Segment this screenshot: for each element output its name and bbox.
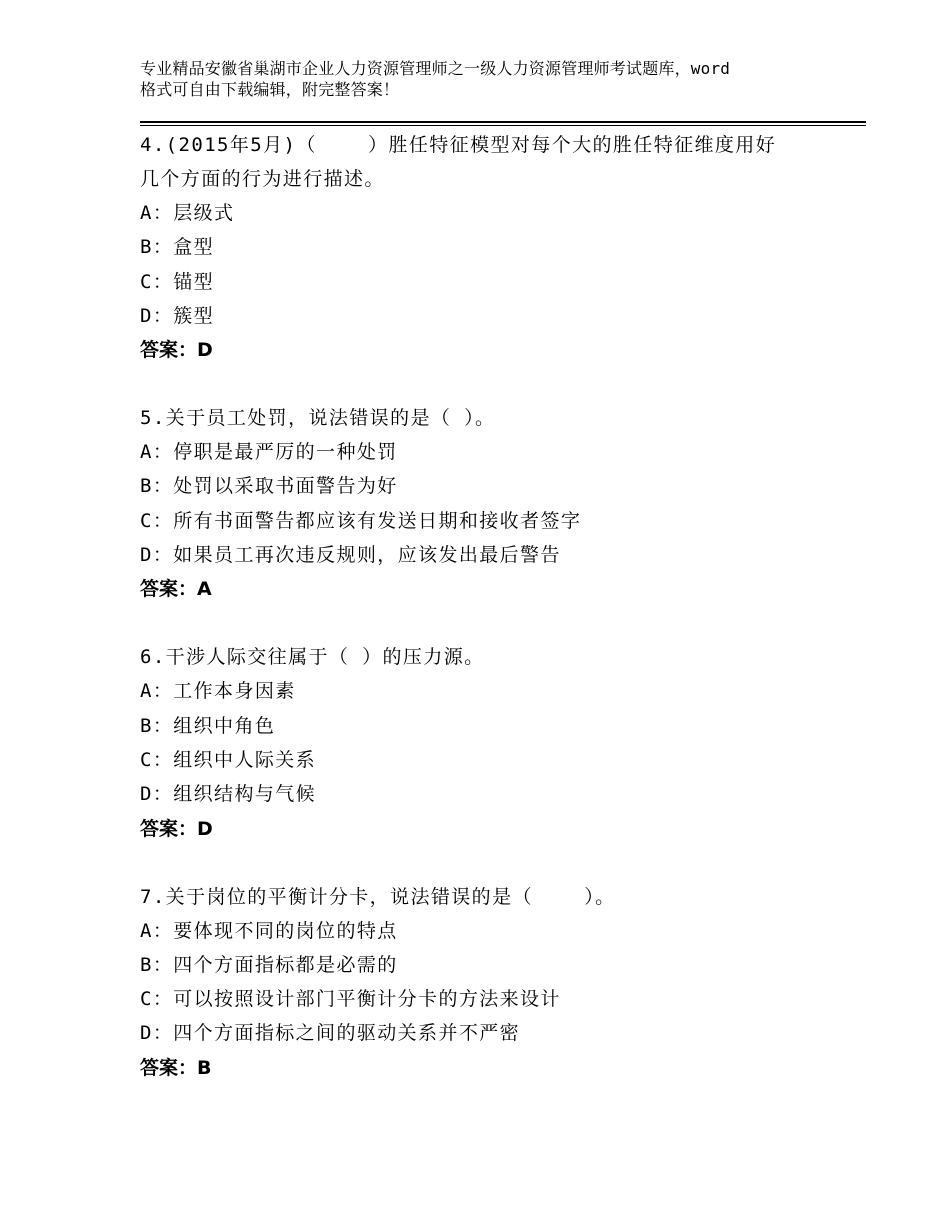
header-line-2: 格式可自由下载编辑，附完整答案！ (140, 80, 400, 99)
option-d: D：簇型 (140, 304, 215, 327)
option-b: B：四个方面指标都是必需的 (140, 953, 398, 976)
document-header (140, 58, 830, 100)
question-spacer (140, 606, 840, 640)
question-4 (140, 128, 840, 367)
option-a: A：层级式 (140, 202, 235, 224)
option-a: A：停职是最严厉的一种处罚 (140, 441, 398, 464)
option-c: C：组织中人际关系 (140, 748, 317, 771)
question-spacer (140, 846, 840, 880)
option-d: D：组织结构与气候 (140, 783, 317, 806)
header-rule-thin (140, 125, 866, 126)
option-a: A：要体现不同的岗位的特点 (140, 919, 398, 942)
option-d: D：四个方面指标之间的驱动关系并不严密 (140, 1022, 521, 1045)
answer: 答案：D (140, 817, 213, 840)
option-d: D：如果员工再次违反规则，应该发出最后警告 (140, 544, 561, 567)
header-rule (140, 121, 866, 123)
question-spacer (140, 367, 840, 401)
question-stem-continued: 几个方面的行为进行描述。 (140, 168, 385, 190)
option-b: B：处罚以采取书面警告为好 (140, 475, 398, 498)
option-c: C：可以按照设计部门平衡计分卡的方法来设计 (140, 988, 561, 1011)
question-list (140, 128, 840, 1085)
option-c: C：所有书面警告都应该有发送日期和接收者签字 (140, 509, 582, 532)
header-line-1: 专业精品安徽省巢湖市企业人力资源管理师之一级人力资源管理师考试题库，word (140, 59, 731, 78)
option-a: A：工作本身因素 (140, 680, 296, 703)
option-b: B：盒型 (140, 236, 215, 259)
answer: 答案：B (140, 1056, 212, 1079)
option-c: C：锚型 (140, 270, 215, 293)
question-6 (140, 640, 840, 845)
question-stem: 4.(2015年5月)（ ）胜任特征模型对每个大的胜任特征维度用好 (140, 134, 777, 156)
question-stem: 7.关于岗位的平衡计分卡，说法错误的是（ ）。 (140, 885, 616, 908)
question-5 (140, 401, 840, 606)
answer: 答案：D (140, 339, 213, 362)
question-stem: 6.干涉人际交往属于（ ）的压力源。 (140, 646, 485, 669)
option-b: B：组织中角色 (140, 714, 276, 737)
answer: 答案：A (140, 578, 212, 601)
question-7 (140, 880, 840, 1085)
question-stem: 5.关于员工处罚，说法错误的是（ ）。 (140, 407, 496, 430)
